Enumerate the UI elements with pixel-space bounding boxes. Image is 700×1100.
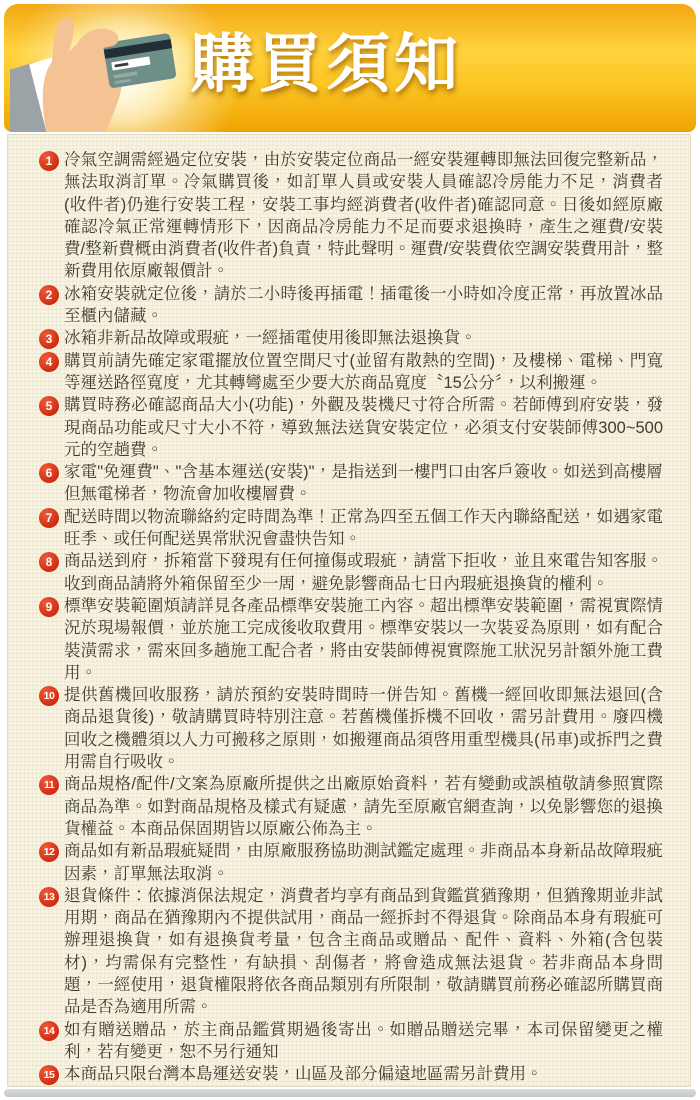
item-number-badge: 10 bbox=[39, 686, 59, 706]
item-number-badge: 4 bbox=[39, 352, 59, 372]
item-text: 本商品只限台灣本島運送安裝，山區及部分偏遠地區需另計費用。 bbox=[64, 1065, 543, 1084]
item-text: 冷氣空調需經過定位安裝，由於安裝定位商品一經安裝運轉即無法回復完整新品，無法取消訂單。冷氣購買後，如訂單人員或安裝人員確認冷房能力不足，消費者(收件者)仍進行安裝工程，安裝工事均經消費者(收件者)確認同意。日後如經原廠確認冷氣正常運轉情形下，因商品冷房能力不足而要求退換時，產生之運費/安裝費/整新費概由消費者(收件者)負責，特此聲明。運費/安裝費依空調安裝費用計，整新費用依原廠報價計。 bbox=[64, 151, 663, 281]
notice-item-2 bbox=[39, 283, 663, 328]
notice-item-9 bbox=[39, 595, 663, 684]
item-number-badge: 14 bbox=[39, 1021, 59, 1041]
item-number-badge: 15 bbox=[39, 1065, 59, 1085]
item-text: 商品規格/配件/文案為原廠所提供之出廠原始資料，若有變動或誤植敬請參照實際商品為準。如對商品規格及樣式有疑慮，請先至原廠官網查詢，以免影響您的退換貨權益。本商品保固期皆以原廠公佈為主。 bbox=[64, 775, 663, 838]
item-text: 提供舊機回收服務，請於預約安裝時間時一併告知。舊機一經回收即無法退回(含商品退貨後)，敬請購買時特別注意。若舊機僅拆機不回收，需另計費用。廢四機回收之機體須以人力可搬移之原則，如搬運商品須啓用重型機具(吊車)或拆門之費用需自行吸收。 bbox=[64, 686, 663, 772]
notice-item-11 bbox=[39, 773, 663, 840]
notice-item-6 bbox=[39, 461, 663, 506]
notice-panel bbox=[7, 134, 691, 1087]
notice-item-1 bbox=[39, 149, 663, 283]
notice-item-5 bbox=[39, 394, 663, 461]
item-number-badge: 2 bbox=[39, 285, 59, 305]
notice-item-8 bbox=[39, 550, 663, 595]
notice-item-13 bbox=[39, 885, 663, 1019]
bottom-shadow-bar bbox=[4, 1089, 696, 1097]
page-title: 購買須知 bbox=[190, 28, 462, 100]
notice-item-3 bbox=[39, 327, 663, 349]
item-text: 如有贈送贈品，於主商品鑑賞期過後寄出。如贈品贈送完畢，本司保留變更之權利，若有變更，恕不另行通知 bbox=[64, 1020, 663, 1061]
notice-item-14 bbox=[39, 1019, 663, 1064]
item-text: 冰箱安裝就定位後，請於二小時後再插電！插電後一小時如冷度正常，再放置冰品至櫃內儲藏。 bbox=[64, 284, 663, 326]
notice-list bbox=[8, 135, 690, 1085]
notice-item-4 bbox=[39, 350, 663, 395]
item-number-badge: 1 bbox=[39, 151, 59, 171]
header-banner bbox=[4, 4, 696, 132]
item-number-badge: 13 bbox=[39, 887, 59, 907]
item-number-badge: 11 bbox=[39, 775, 59, 795]
item-number-badge: 9 bbox=[39, 597, 59, 617]
item-number-badge: 3 bbox=[39, 329, 59, 349]
item-text: 購買前請先確定家電擺放位置空間尺寸(並留有散熱的空間)，及樓梯、電梯、門寬等運送路徑寬度，尤其轉彎處至少要大於商品寬度〝15公分〞，以利搬運。 bbox=[64, 351, 663, 392]
item-number-badge: 5 bbox=[39, 396, 59, 416]
item-text: 商品送到府，拆箱當下發現有任何撞傷或瑕疵，請當下拒收，並且來電告知客服。收到商品請將外箱保留至少一周，避免影響商品七日內瑕疵退換貨的權利。 bbox=[64, 552, 663, 593]
item-text: 標準安裝範圍煩請詳見各產品標準安裝施工內容。超出標準安裝範圍，需視實際情況於現場報價，並於施工完成後收取費用。標準安裝以一次裝妥為原則，如有配合裝潢需求，需來回多趟施工配合者，將由安裝師傅視實際施工狀況另計額外施工費用。 bbox=[64, 596, 663, 682]
item-text: 家電"免運費"、"含基本運送(安裝)"，是指送到一樓門口由客戶簽收。如送到高樓層但無電梯者，物流會加收樓層費。 bbox=[64, 463, 663, 504]
notice-item-12 bbox=[39, 840, 663, 885]
item-text: 退貨條件：依據消保法規定，消費者均享有商品到貨鑑賞猶豫期，但猶豫期並非試用期，商品在猶豫期內不提供試用，商品一經拆封不得退貨。除商品本身有瑕疵可辦理退換貨，如有退換貨考量，包含主商品或贈品、配件、資料、外箱(含包裝材)，均需保有完整性，有缺損、刮傷者，將會造成無法退貨。若非商品本身問題，一經使用，退貨權限將依各商品類別有所限制，敬請購買前務必確認所購買商品是否為適用所需。 bbox=[64, 886, 663, 1017]
item-text: 商品如有新品瑕疵疑問，由原廠服務協助測試鑑定處理。非商品本身新品故障瑕疵因素，訂單無法取消。 bbox=[64, 842, 663, 883]
item-number-badge: 12 bbox=[39, 842, 59, 862]
item-text: 冰箱非新品故障或瑕疵，一經插電使用後即無法退換貨。 bbox=[64, 329, 477, 348]
item-number-badge: 7 bbox=[39, 508, 59, 528]
hand-holding-credit-card-icon bbox=[10, 4, 200, 132]
item-number-badge: 8 bbox=[39, 552, 59, 572]
item-number-badge: 6 bbox=[39, 463, 59, 483]
notice-item-15 bbox=[39, 1063, 663, 1085]
notice-item-7 bbox=[39, 506, 663, 551]
item-text: 購買時務必確認商品大小(功能)，外觀及裝機尺寸符合所需。若師傅到府安裝，發現商品功能或尺寸大小不符，導致無法送貨安裝定位，必須支付安裝師傅300~500元的空趟費。 bbox=[64, 396, 663, 459]
item-text: 配送時間以物流聯絡約定時間為準！正常為四至五個工作天內聯絡配送，如遇家電旺季、或任何配送異常狀況會盡快告知。 bbox=[64, 507, 663, 549]
notice-item-10 bbox=[39, 684, 663, 773]
